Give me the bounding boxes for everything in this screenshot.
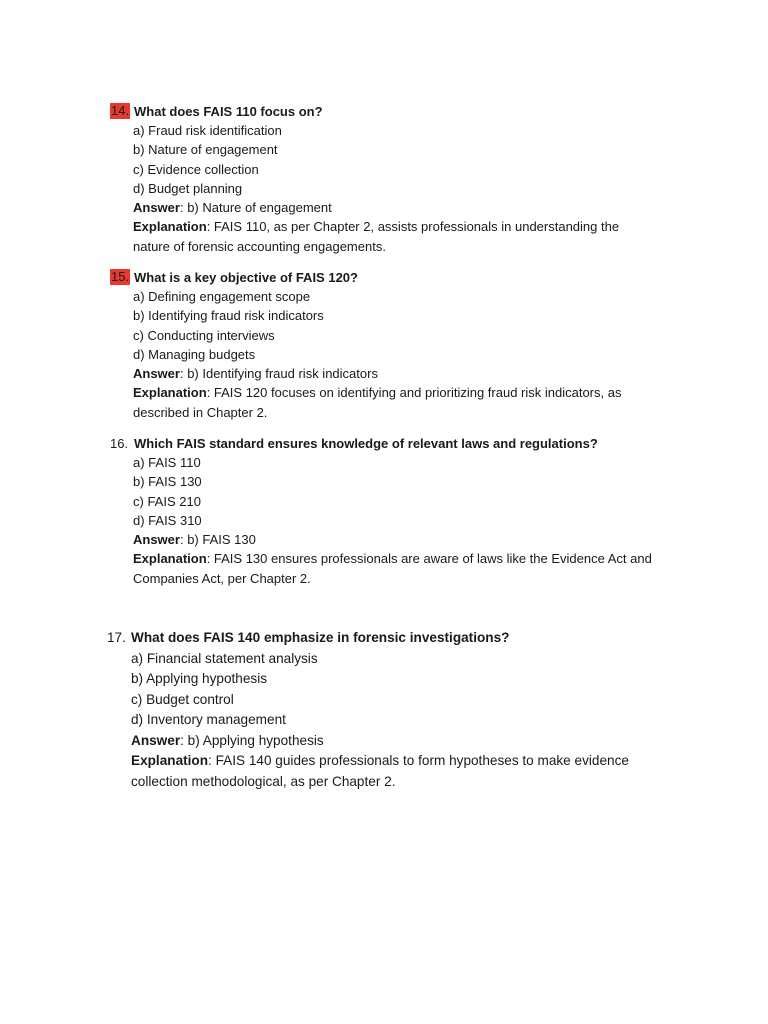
explanation-text: : FAIS 140 guides professionals to form hypotheses to make evidence collection methodological, as per Chapter 2. bbox=[131, 753, 629, 789]
explanation-line bbox=[133, 383, 653, 422]
question-text: What does FAIS 110 focus on? bbox=[134, 104, 323, 119]
explanation-text: : FAIS 110, as per Chapter 2, assists professionals in understanding the nature of forensic accounting engagements. bbox=[133, 219, 620, 254]
answer-line bbox=[131, 731, 768, 752]
answer-text: : b) Applying hypothesis bbox=[180, 732, 324, 748]
option-a: a) Defining engagement scope bbox=[133, 289, 311, 304]
answer-line bbox=[133, 364, 768, 383]
question-number-highlighted: 14. bbox=[111, 103, 130, 118]
option-c: c) Budget control bbox=[131, 691, 234, 707]
question-17 bbox=[0, 628, 768, 792]
answer-label: Answer bbox=[133, 532, 180, 548]
answer-label: Answer bbox=[131, 732, 181, 748]
option-c: c) FAIS 210 bbox=[133, 493, 201, 509]
question-number: 17. bbox=[107, 630, 126, 645]
explanation-label: Explanation bbox=[133, 551, 207, 567]
explanation-label: Explanation bbox=[131, 753, 209, 769]
explanation-line bbox=[133, 217, 653, 256]
explanation-line bbox=[131, 751, 671, 792]
option-c: c) Conducting interviews bbox=[133, 327, 275, 343]
option-a: a) Fraud risk identification bbox=[133, 123, 282, 138]
answer-text: : b) FAIS 130 bbox=[179, 532, 256, 548]
option-d: d) Budget planning bbox=[133, 180, 243, 196]
option-a: a) Financial statement analysis bbox=[131, 650, 318, 666]
explanation-line bbox=[133, 549, 653, 588]
option-d: d) Managing budgets bbox=[133, 346, 256, 362]
answer-line bbox=[133, 198, 768, 217]
question-header bbox=[0, 434, 768, 453]
option-c: c) Evidence collection bbox=[133, 161, 259, 177]
question-text: Which FAIS standard ensures knowledge of relevant laws and regulations? bbox=[134, 436, 598, 451]
question-header bbox=[0, 102, 768, 121]
option-b: b) FAIS 130 bbox=[133, 474, 202, 490]
question-number: 16. bbox=[110, 436, 129, 451]
question-14 bbox=[0, 102, 768, 256]
option-d: d) FAIS 310 bbox=[133, 512, 202, 528]
answer-label: Answer bbox=[133, 366, 180, 382]
question-text: What is a key objective of FAIS 120? bbox=[134, 270, 358, 285]
explanation-text: : FAIS 120 focuses on identifying and prioritizing fraud risk indicators, as described in Chapter 2. bbox=[133, 385, 622, 420]
option-d: d) Inventory management bbox=[131, 712, 286, 728]
explanation-label: Explanation bbox=[133, 219, 207, 235]
answer-label: Answer bbox=[133, 200, 180, 216]
question-header bbox=[0, 268, 768, 287]
answer-line bbox=[133, 530, 768, 549]
question-text: What does FAIS 140 emphasize in forensic investigations? bbox=[131, 630, 510, 645]
explanation-text: : FAIS 130 ensures professionals are aware of laws like the Evidence Act and Companies Act, per Chapter 2. bbox=[133, 551, 652, 586]
explanation-label: Explanation bbox=[133, 385, 207, 401]
question-header bbox=[0, 628, 768, 649]
question-number-highlighted: 15. bbox=[111, 269, 130, 284]
question-16 bbox=[0, 434, 768, 588]
option-b: b) Nature of engagement bbox=[133, 142, 278, 158]
option-b: b) Identifying fraud risk indicators bbox=[133, 308, 324, 324]
option-a: a) FAIS 110 bbox=[133, 455, 201, 470]
option-b: b) Applying hypothesis bbox=[131, 671, 268, 687]
answer-text: : b) Nature of engagement bbox=[179, 200, 332, 216]
question-15 bbox=[0, 268, 768, 422]
answer-text: : b) Identifying fraud risk indicators bbox=[179, 366, 378, 382]
